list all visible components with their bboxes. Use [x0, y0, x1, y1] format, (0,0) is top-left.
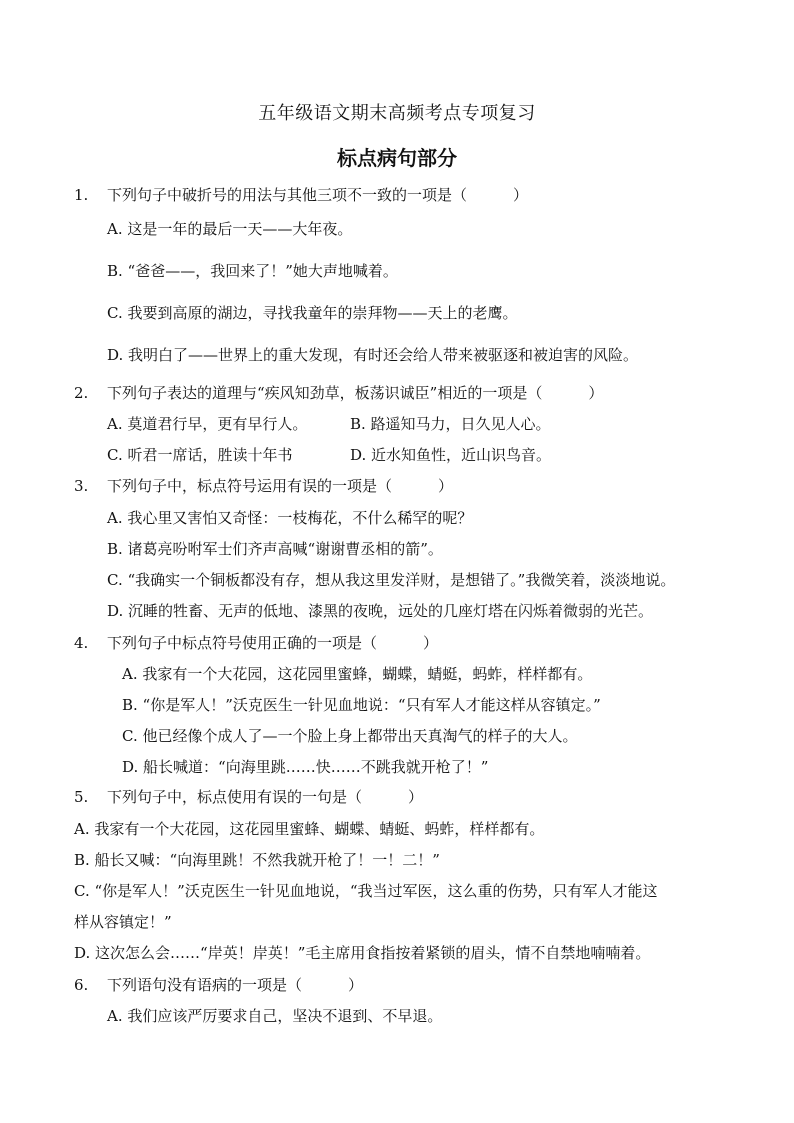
question-stem: 下列语句没有语病的一项是（ ） — [107, 976, 364, 994]
question-stem: 下列句子中，标点符号运用有误的一项是（ ） — [107, 477, 454, 495]
question-number: 6. — [74, 976, 89, 994]
option-line: D. 我明白了——世界上的重大发现，有时还会给人带来被驱逐和被迫害的风险。 — [107, 346, 639, 364]
question-number: 3. — [74, 477, 89, 495]
option-line: A. 我们应该严厉要求自己，坚决不退到、不早退。 — [107, 1007, 443, 1025]
option-line: C. 听君一席话，胜读十年书 — [107, 446, 293, 464]
option-line: A. 我家有一个大花园，这花园里蜜蜂，蝴蝶，蜻蜓，蚂蚱，样样都有。 — [122, 665, 593, 683]
page-subtitle: 标点病句部分 — [337, 146, 457, 170]
option-line: B. “你是军人！”沃克医生一针见血地说：“只有军人才能这样从容镇定。” — [122, 696, 601, 714]
option-line: D. 近水知鱼性，近山识鸟音。 — [350, 446, 552, 464]
option-line: B. 路遥知马力，日久见人心。 — [350, 415, 551, 433]
question-stem: 下列句子表达的道理与“疾风知劲草，板荡识诚臣”相近的一项是（ ） — [107, 384, 604, 402]
option-line: A. 我家有一个大花园，这花园里蜜蜂、蝴蝶、蜻蜓、蚂蚱，样样都有。 — [74, 820, 545, 838]
question-stem: 下列句子中破折号的用法与其他三项不一致的一项是（ ） — [107, 186, 529, 204]
option-line-continued: 样从容镇定！” — [74, 913, 172, 931]
question-number: 5. — [74, 788, 89, 806]
question-number: 2. — [74, 384, 89, 402]
option-line: C. “你是军人！”沃克医生一针见血地说，“我当过军医，这么重的伤势，只有军人才能这 — [74, 882, 658, 900]
question-number: 4. — [74, 634, 89, 652]
option-line: C. 我要到高原的湖边，寻找我童年的崇拜物——天上的老鹰。 — [107, 304, 518, 322]
option-line: B. 诸葛亮吩咐军士们齐声高喊“谢谢曹丞相的箭”。 — [107, 540, 443, 558]
option-line: D. 船长喊道：“向海里跳……快……不跳我就开枪了！” — [122, 758, 489, 776]
option-line: A. 莫道君行早，更有早行人。 — [107, 415, 308, 433]
question-number: 1. — [74, 186, 89, 204]
option-line: C. 他已经像个成人了—一个脸上身上都带出天真淘气的样子的大人。 — [122, 727, 578, 745]
option-line: B. “爸爸——，我回来了！”她大声地喊着。 — [107, 262, 398, 280]
question-stem: 下列句子中标点符号使用正确的一项是（ ） — [107, 634, 439, 652]
option-line: A. 这是一年的最后一天——大年夜。 — [107, 220, 353, 238]
option-line: A. 我心里又害怕又奇怪：一枝梅花，不什么稀罕的呢？ — [107, 509, 473, 527]
question-stem: 下列句子中，标点使用有误的一句是（ ） — [107, 788, 424, 806]
page-title: 五年级语文期末高频考点专项复习 — [258, 103, 536, 124]
option-line: B. 船长又喊：“向海里跳！不然我就开枪了！一！二！” — [74, 851, 440, 869]
option-line: D. 沉睡的牲畜、无声的低地、漆黑的夜晚，远处的几座灯塔在闪烁着微弱的光芒。 — [107, 602, 654, 620]
option-line: C. “我确实一个铜板都没有存，想从我这里发洋财，是想错了。”我微笑着，淡淡地说。 — [107, 571, 676, 589]
option-line: D. 这次怎么会……“岸英！岸英！”毛主席用食指按着紧锁的眉头，情不自禁地喃喃着。 — [74, 944, 651, 962]
